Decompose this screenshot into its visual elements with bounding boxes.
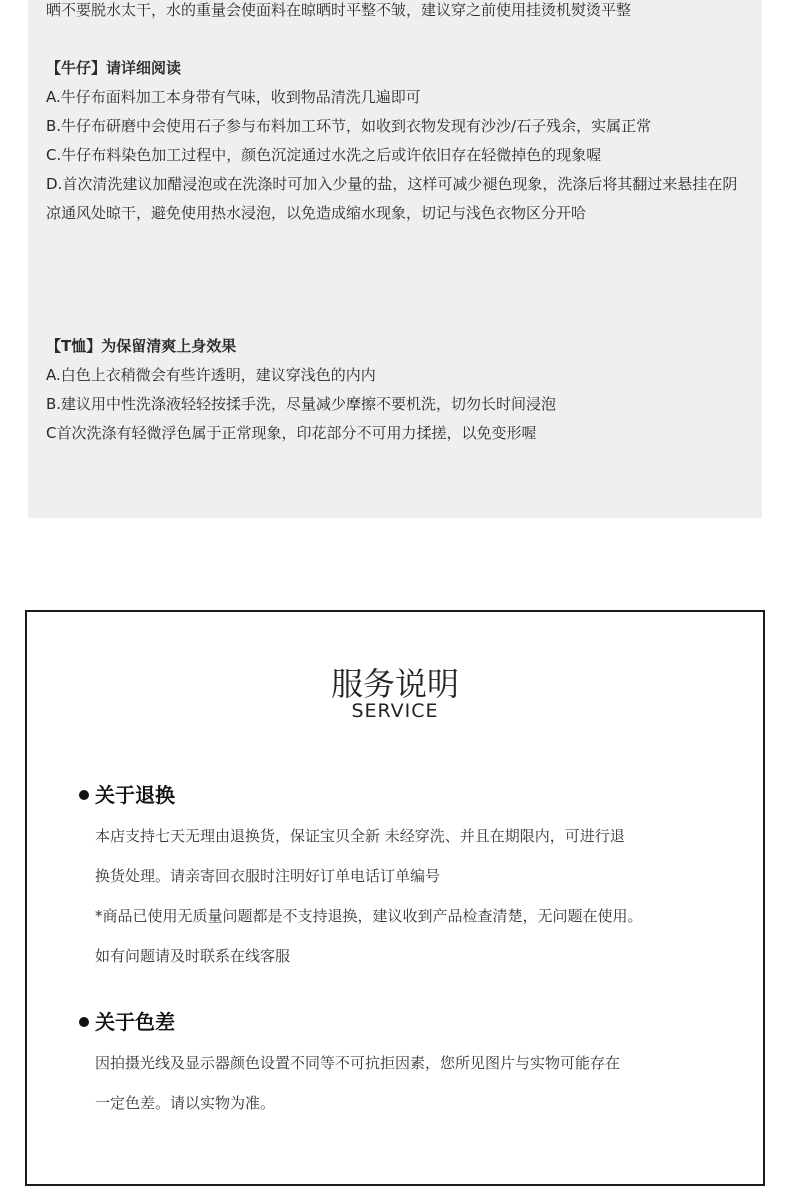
color-heading: 关于色差 xyxy=(95,1010,175,1034)
returns-line-3: *商品已使用无质量问题都是不支持退换，建议收到产品检查清楚，无问题在使用。 xyxy=(95,907,643,925)
denim-section xyxy=(46,54,752,228)
color-heading-row xyxy=(79,1007,743,1037)
denim-item-d: D.首次清洗建议加醋浸泡或在洗涤时可加入少量的盐，这样可减少褪色现象，洗涤后将其翻过来悬挂在阴凉通风处晾干，避免使用热水浸泡，以免造成缩水现象，切记与浅色衣物区分开哈 xyxy=(46,175,738,222)
tshirt-section xyxy=(46,332,752,448)
bullet-icon xyxy=(79,790,89,800)
tshirt-item-a: A.白色上衣稍微会有些许透明，建议穿浅色的内内 xyxy=(46,366,376,384)
tshirt-item-b: B.建议用中性洗涤液轻轻按揉手洗，尽量减少摩擦不要机洗，切勿长时间浸泡 xyxy=(46,395,557,413)
bullet-icon xyxy=(79,1017,89,1027)
returns-line-2: 换货处理。请亲寄回衣服时注明好订单电话订单编号 xyxy=(95,867,441,885)
returns-line-1: 本店支持七天无理由退换货，保证宝贝全新 未经穿洗、并且在期限内，可进行退 xyxy=(95,827,625,845)
color-section xyxy=(79,1007,743,1123)
returns-section xyxy=(79,780,743,976)
service-title: 服务说明 xyxy=(330,665,459,703)
denim-item-b: B.牛仔布研磨中会使用石子参与布料加工环节，如收到衣物发现有沙沙/石子残余，实属正常 xyxy=(46,117,652,135)
returns-line-4: 如有问题请及时联系在线客服 xyxy=(95,947,291,965)
tshirt-title: 【T恤】为保留清爽上身效果 xyxy=(46,337,237,355)
care-instructions-panel xyxy=(28,0,762,518)
returns-heading-row xyxy=(79,780,743,810)
service-subtitle: SERVICE xyxy=(351,700,439,722)
returns-heading: 关于退换 xyxy=(95,783,175,807)
denim-item-a: A.牛仔布面料加工本身带有气味，收到物品清洗几遍即可 xyxy=(46,88,421,106)
service-info-box xyxy=(25,610,765,1186)
color-line-2: 一定色差。请以实物为准。 xyxy=(95,1094,276,1112)
denim-title: 【牛仔】请详细阅读 xyxy=(46,59,182,77)
care-top-line: 晒不要脱水太干，水的重量会使面料在晾晒时平整不皱，建议穿之前使用挂烫机熨烫平整 xyxy=(46,1,632,19)
tshirt-item-c: C首次洗涤有轻微浮色属于正常现象，印花部分不可用力揉搓，以免变形喔 xyxy=(46,424,537,442)
denim-item-c: C.牛仔布料染色加工过程中，颜色沉淀通过水洗之后或许依旧存在轻微掉色的现象喔 xyxy=(46,146,602,164)
color-line-1: 因拍摄光线及显示器颜色设置不同等不可抗拒因素，您所见图片与实物可能存在 xyxy=(95,1054,621,1072)
